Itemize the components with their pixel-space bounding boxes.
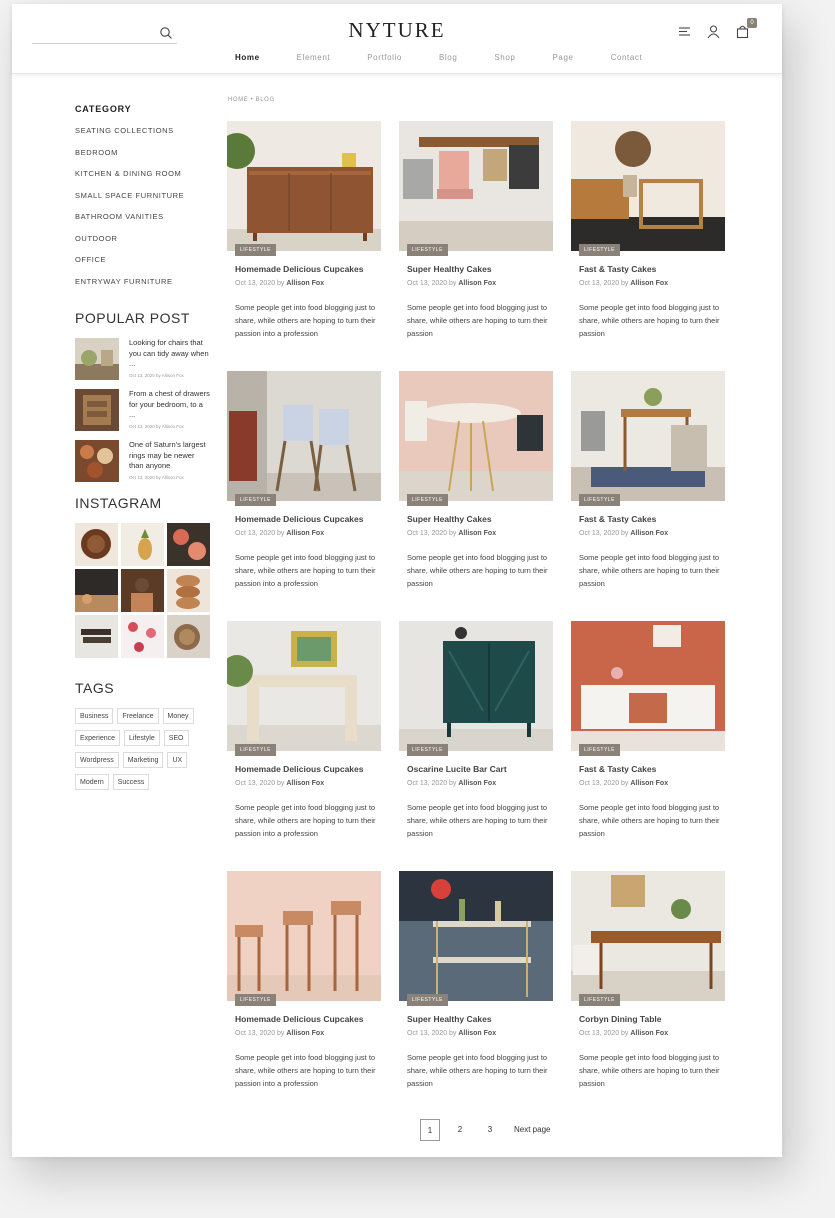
category-item[interactable]: OUTDOOR bbox=[75, 233, 118, 243]
instagram-heading: INSTAGRAM bbox=[75, 495, 162, 511]
post-excerpt: Some people get into food blogging just to share, while others are hoping to turn their passion bbox=[579, 303, 720, 338]
popular-post-meta: Oct 13, 2020 by Allison Fox bbox=[129, 424, 184, 429]
pagination bbox=[420, 1119, 550, 1141]
post-excerpt: Some people get into food blogging just to share, while others are hoping to turn their passion bbox=[407, 1053, 548, 1088]
post-card[interactable] bbox=[571, 371, 725, 611]
post-excerpt: Some people get into food blogging just to share, while others are hoping to turn their passion bbox=[407, 553, 548, 588]
instagram-photo[interactable] bbox=[121, 615, 164, 658]
post-title[interactable]: Corbyn Dining Table bbox=[579, 1014, 662, 1024]
post-title[interactable]: Oscarine Lucite Bar Cart bbox=[407, 764, 507, 774]
tag-freelance[interactable]: Freelance bbox=[117, 708, 158, 724]
post-meta bbox=[579, 530, 668, 537]
post-excerpt: Some people get into food blogging just to share, while others are hoping to turn their passion into a profession bbox=[235, 1053, 376, 1088]
category-badge[interactable]: LIFESTYLE bbox=[407, 994, 448, 1006]
tag-experience[interactable]: Experience bbox=[75, 730, 120, 746]
popular-post-meta: Oct 13, 2020 by Allison Fox bbox=[129, 475, 184, 480]
post-author[interactable]: Allison Fox bbox=[286, 280, 325, 287]
popular-post-title[interactable]: One of Saturn's largest rings may be newer than anyone bbox=[129, 440, 206, 470]
instagram-grid bbox=[75, 523, 210, 658]
instagram-photo[interactable] bbox=[167, 615, 210, 658]
tag-ux[interactable]: UX bbox=[167, 752, 187, 768]
post-meta bbox=[235, 280, 324, 287]
category-badge[interactable]: LIFESTYLE bbox=[235, 244, 276, 256]
post-author[interactable]: Allison Fox bbox=[630, 530, 669, 537]
tags-heading: TAGS bbox=[75, 680, 115, 696]
post-image[interactable] bbox=[227, 121, 381, 251]
post-image[interactable] bbox=[399, 371, 553, 501]
post-image[interactable] bbox=[227, 871, 381, 1001]
tag-modern[interactable]: Modern bbox=[75, 774, 109, 790]
post-author[interactable]: Allison Fox bbox=[286, 530, 325, 537]
popular-post-meta: Oct 13, 2020 by Allison Fox bbox=[129, 373, 184, 378]
post-card[interactable] bbox=[227, 621, 381, 861]
post-meta bbox=[579, 280, 668, 287]
tag-success[interactable]: Success bbox=[113, 774, 149, 790]
post-date: Oct 13, 2020 by bbox=[579, 1030, 629, 1037]
post-date: Oct 13, 2020 by bbox=[407, 1030, 457, 1037]
post-author[interactable]: Allison Fox bbox=[630, 1030, 669, 1037]
popular-post-thumbnail bbox=[75, 440, 119, 482]
tag-cloud bbox=[75, 708, 215, 790]
post-card[interactable] bbox=[399, 121, 553, 361]
post-meta bbox=[407, 280, 496, 287]
popular-post-title[interactable]: From a chest of drawers for your bedroom, to a ... bbox=[129, 389, 210, 419]
post-author[interactable]: Allison Fox bbox=[458, 780, 497, 787]
post-date: Oct 13, 2020 by bbox=[407, 280, 457, 287]
post-title[interactable]: Fast & Tasty Cakes bbox=[579, 264, 657, 274]
post-author[interactable]: Allison Fox bbox=[630, 280, 669, 287]
nav-item-page[interactable]: Page bbox=[552, 53, 574, 62]
category-badge[interactable]: LIFESTYLE bbox=[579, 744, 620, 756]
instagram-photo[interactable] bbox=[75, 615, 118, 658]
popular-post-thumbnail bbox=[75, 338, 119, 380]
category-badge[interactable]: LIFESTYLE bbox=[579, 494, 620, 506]
category-badge[interactable]: LIFESTYLE bbox=[407, 494, 448, 506]
tag-wordpress[interactable]: Wordpress bbox=[75, 752, 119, 768]
category-item[interactable]: KITCHEN & DINING ROOM bbox=[75, 169, 182, 178]
cart-button[interactable] bbox=[735, 20, 754, 39]
post-card[interactable] bbox=[227, 871, 381, 1111]
main-nav bbox=[235, 53, 679, 62]
category-badge[interactable]: LIFESTYLE bbox=[235, 994, 276, 1006]
category-item[interactable]: OFFICE bbox=[75, 255, 107, 264]
post-date: Oct 13, 2020 by bbox=[235, 780, 285, 787]
category-badge[interactable]: LIFESTYLE bbox=[579, 244, 620, 256]
next-page-link[interactable]: Next page bbox=[514, 1125, 551, 1134]
post-card[interactable] bbox=[571, 121, 725, 361]
instagram-photo[interactable] bbox=[167, 523, 210, 566]
post-author[interactable]: Allison Fox bbox=[630, 780, 669, 787]
tag-marketing[interactable]: Marketing bbox=[123, 752, 164, 768]
instagram-photo[interactable] bbox=[121, 569, 164, 612]
post-author[interactable]: Allison Fox bbox=[458, 280, 497, 287]
page-3-button[interactable]: 3 bbox=[487, 1125, 493, 1134]
post-date: Oct 13, 2020 by bbox=[235, 1030, 285, 1037]
search-icon[interactable] bbox=[159, 26, 173, 40]
post-author[interactable]: Allison Fox bbox=[458, 1030, 497, 1037]
post-date: Oct 13, 2020 by bbox=[407, 530, 457, 537]
post-meta bbox=[407, 1030, 496, 1037]
post-meta bbox=[235, 530, 324, 537]
nav-item-home[interactable]: Home bbox=[235, 53, 260, 62]
popular-post-item[interactable] bbox=[75, 389, 215, 440]
site-logo[interactable]: NYTURE bbox=[348, 18, 446, 42]
post-card[interactable] bbox=[571, 621, 725, 861]
post-date: Oct 13, 2020 by bbox=[579, 280, 629, 287]
post-image[interactable] bbox=[399, 621, 553, 751]
popular-post-title[interactable]: Looking for chairs that you can tidy away when ... bbox=[129, 338, 209, 368]
tag-lifestyle[interactable]: Lifestyle bbox=[124, 730, 160, 746]
post-card[interactable] bbox=[571, 871, 725, 1111]
post-date: Oct 13, 2020 by bbox=[579, 780, 629, 787]
post-meta bbox=[407, 780, 496, 787]
post-excerpt: Some people get into food blogging just to share, while others are hoping to turn their passion bbox=[579, 1053, 720, 1088]
breadcrumb[interactable]: HOME • BLOG bbox=[228, 97, 275, 103]
category-badge[interactable]: LIFESTYLE bbox=[407, 744, 448, 756]
post-card[interactable] bbox=[399, 371, 553, 611]
sidebar bbox=[75, 104, 215, 790]
post-title[interactable]: Homemade Delicious Cupcakes bbox=[235, 264, 364, 274]
post-date: Oct 13, 2020 by bbox=[407, 780, 457, 787]
post-author[interactable]: Allison Fox bbox=[458, 530, 497, 537]
cart-count-badge: 0 bbox=[747, 18, 757, 28]
popular-post-item[interactable] bbox=[75, 338, 215, 389]
instagram-photo[interactable] bbox=[75, 523, 118, 566]
post-excerpt: Some people get into food blogging just to share, while others are hoping to turn their passion bbox=[579, 553, 720, 588]
post-title[interactable]: Fast & Tasty Cakes bbox=[579, 514, 657, 524]
post-card[interactable] bbox=[399, 871, 553, 1111]
nav-item-element[interactable]: Element bbox=[296, 53, 331, 62]
post-image[interactable] bbox=[399, 871, 553, 1001]
nav-item-blog[interactable]: Blog bbox=[438, 53, 458, 62]
nav-item-shop[interactable]: Shop bbox=[494, 53, 516, 62]
search-bar bbox=[32, 24, 177, 44]
post-image[interactable] bbox=[571, 621, 725, 751]
post-date: Oct 13, 2020 by bbox=[235, 280, 285, 287]
category-item[interactable]: BATHROOM VANITIES bbox=[75, 212, 164, 221]
post-card[interactable] bbox=[227, 121, 381, 361]
site-header bbox=[12, 4, 782, 74]
category-badge[interactable]: LIFESTYLE bbox=[407, 244, 448, 256]
post-meta bbox=[579, 780, 668, 787]
post-excerpt: Some people get into food blogging just to share, while others are hoping to turn their passion bbox=[407, 303, 548, 338]
post-title[interactable]: Homemade Delicious Cupcakes bbox=[235, 514, 364, 524]
post-title[interactable]: Super Healthy Cakes bbox=[407, 514, 492, 524]
category-badge[interactable]: LIFESTYLE bbox=[235, 494, 276, 506]
search-input[interactable] bbox=[32, 26, 152, 44]
post-excerpt: Some people get into food blogging just to share, while others are hoping to turn their passion into a profession bbox=[235, 803, 376, 838]
menu-icon[interactable] bbox=[677, 24, 692, 39]
tag-money[interactable]: Money bbox=[163, 708, 194, 724]
post-date: Oct 13, 2020 by bbox=[235, 530, 285, 537]
category-item[interactable]: BEDROOM bbox=[75, 147, 118, 157]
post-meta bbox=[235, 780, 324, 787]
post-title[interactable]: Fast & Tasty Cakes bbox=[579, 764, 657, 774]
popular-post-thumbnail bbox=[75, 389, 119, 431]
user-icon[interactable] bbox=[706, 24, 721, 39]
nav-item-portfolio[interactable]: Portfolio bbox=[367, 53, 402, 62]
category-item[interactable]: ENTRYWAY FURNITURE bbox=[75, 276, 173, 286]
category-heading: CATEGORY bbox=[75, 104, 132, 114]
post-title[interactable]: Super Healthy Cakes bbox=[407, 264, 492, 274]
post-image[interactable] bbox=[571, 121, 725, 251]
post-author[interactable]: Allison Fox bbox=[286, 1030, 325, 1037]
post-title[interactable]: Homemade Delicious Cupcakes bbox=[235, 764, 364, 774]
category-item[interactable]: SEATING COLLECTIONS bbox=[75, 126, 174, 135]
post-meta bbox=[579, 1030, 668, 1037]
post-author[interactable]: Allison Fox bbox=[286, 780, 325, 787]
category-item[interactable]: SMALL SPACE FURNITURE bbox=[75, 190, 185, 200]
post-excerpt: Some people get into food blogging just to share, while others are hoping to turn their passion into a profession bbox=[235, 303, 376, 338]
nav-item-contact[interactable]: Contact bbox=[610, 53, 643, 62]
instagram-photo[interactable] bbox=[75, 569, 118, 612]
category-badge[interactable]: LIFESTYLE bbox=[579, 994, 620, 1006]
popular-post-item[interactable] bbox=[75, 440, 215, 491]
post-excerpt: Some people get into food blogging just to share, while others are hoping to turn their passion bbox=[579, 803, 720, 838]
post-meta bbox=[407, 530, 496, 537]
tag-seo[interactable]: SEO bbox=[164, 730, 189, 746]
post-meta bbox=[235, 1030, 324, 1037]
post-image[interactable] bbox=[227, 371, 381, 501]
page-2-button[interactable]: 2 bbox=[457, 1125, 463, 1134]
post-date: Oct 13, 2020 by bbox=[579, 530, 629, 537]
instagram-photo[interactable] bbox=[167, 569, 210, 612]
post-image[interactable] bbox=[227, 621, 381, 751]
popular-post-heading: POPULAR POST bbox=[75, 310, 190, 326]
post-excerpt: Some people get into food blogging just to share, while others are hoping to turn their passion bbox=[407, 803, 548, 838]
instagram-photo[interactable] bbox=[121, 523, 164, 566]
post-image[interactable] bbox=[571, 871, 725, 1001]
page-card bbox=[12, 4, 782, 1157]
post-image[interactable] bbox=[399, 121, 553, 251]
post-card[interactable] bbox=[227, 371, 381, 611]
tag-business[interactable]: Business bbox=[75, 708, 113, 724]
post-excerpt: Some people get into food blogging just to share, while others are hoping to turn their passion into a profession bbox=[235, 553, 376, 588]
category-badge[interactable]: LIFESTYLE bbox=[235, 744, 276, 756]
post-title[interactable]: Homemade Delicious Cupcakes bbox=[235, 1014, 364, 1024]
post-image[interactable] bbox=[571, 371, 725, 501]
post-card[interactable] bbox=[399, 621, 553, 861]
post-title[interactable]: Super Healthy Cakes bbox=[407, 1014, 492, 1024]
page-1-button[interactable]: 1 bbox=[420, 1119, 440, 1141]
